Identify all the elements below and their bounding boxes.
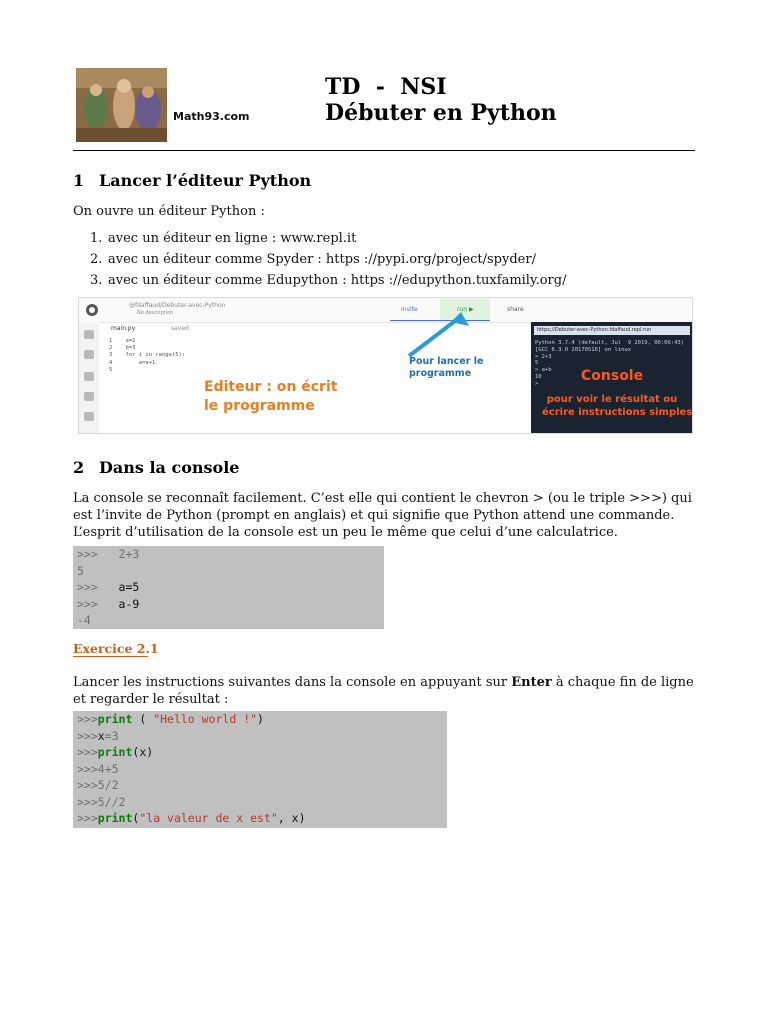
code-line: >>>print(x) xyxy=(77,745,154,759)
section-2-number: 2 xyxy=(73,458,85,477)
exercise-code xyxy=(73,711,447,828)
title-line-2: Débuter en Python xyxy=(325,100,557,126)
console-output: Python 3.7.4 (default, Jul 9 2019, 00:06:43) [GCC 6.3.0 20170516] on linux > 2+3 5 > a+b 10 > xyxy=(535,340,685,387)
code-line: >>>print ( "Hello world !") xyxy=(77,712,264,726)
section-1-intro: On ouvre un éditeur Python : xyxy=(73,204,265,219)
console-annotation: Console xyxy=(581,368,644,384)
logo-image xyxy=(76,68,167,142)
section-2-para1: La console se reconnaît facilement. C’est elle qui contient le chevron > (ou le triple >>>) qui est l’invite de Python (prompt en anglais) et qui signifie que Python attend une commande. xyxy=(73,491,692,523)
section-1-number: 1 xyxy=(73,171,85,190)
code-line: 5 xyxy=(77,563,84,578)
code-line: -4 xyxy=(77,613,91,627)
packages-icon xyxy=(84,350,94,359)
section-1-title: Lancer l’éditeur Python xyxy=(99,171,312,190)
code-line: >>>5//2 xyxy=(77,794,126,809)
site-name: Math93.com xyxy=(173,110,250,123)
code-line: >>>print("la valeur de x est", x) xyxy=(77,811,306,825)
repl-name: @fdaffaud/Debuter-avec-Python xyxy=(129,302,226,309)
replit-sidebar xyxy=(79,322,99,433)
run-annotation: Pour lancer le programme xyxy=(409,356,484,379)
replit-logo-icon xyxy=(85,303,99,317)
section-2-heading xyxy=(73,458,239,477)
saved-status: saved xyxy=(171,325,189,332)
arrow-icon xyxy=(399,310,479,360)
console-url: https://Debuter-avec-Python.fdaffaud.repl.run xyxy=(534,326,690,335)
editor-annotation: Editeur : on écrit le programme xyxy=(204,379,338,414)
list-item: 1. avec un éditeur en ligne : www.repl.it xyxy=(90,231,357,246)
page-title xyxy=(325,74,557,126)
exercise-underline xyxy=(73,656,148,657)
debug-icon xyxy=(84,392,94,401)
run-label: run ▶ xyxy=(457,306,474,313)
editor-code: 1 a=2 2 b=3 3 for i in range(5): 4 a=a+1 5 xyxy=(109,338,186,373)
share-button: share xyxy=(507,306,524,313)
title-line-1: TD - NSI xyxy=(325,74,447,100)
header-rule xyxy=(73,150,695,151)
list-item: 3. avec un éditeur comme Edupython : https ://edupython.tuxfamily.org/ xyxy=(90,273,567,288)
section-2-para2: L’esprit d’utilisation de la console est un peu le même que celui d’une calculatrice. xyxy=(73,525,618,540)
code-line: >>>5/2 xyxy=(77,778,119,792)
section-1-heading xyxy=(73,171,311,190)
files-icon xyxy=(84,330,94,339)
code-line: >>>x=3 xyxy=(77,728,119,743)
console-example xyxy=(73,546,384,629)
code-line: >>> a-9 xyxy=(77,596,140,611)
list-item: 2. avec un éditeur comme Spyder : https ://pypi.org/project/spyder/ xyxy=(90,252,536,267)
settings-icon xyxy=(84,412,94,421)
invite-button: invite xyxy=(401,306,418,313)
file-tab: main.py xyxy=(111,325,136,332)
editor-list xyxy=(90,228,566,291)
section-2-title: Dans la console xyxy=(99,458,240,477)
version-icon xyxy=(84,372,94,381)
replit-screenshot xyxy=(78,297,693,434)
repl-description: No description xyxy=(137,310,174,316)
code-line: >>> 2+3 xyxy=(77,547,140,561)
console-subannotation: pour voir le résultat ou écrire instructions simples xyxy=(542,394,693,418)
code-line: >>>4+5 xyxy=(77,761,119,776)
exercise-title: Exercice 2.1 xyxy=(73,641,159,656)
code-line: >>> a=5 xyxy=(77,580,140,594)
exercise-text: Lancer les instructions suivantes dans la console en appuyant sur Enter à chaque fin de ligne et regarder le résultat : xyxy=(73,675,694,707)
